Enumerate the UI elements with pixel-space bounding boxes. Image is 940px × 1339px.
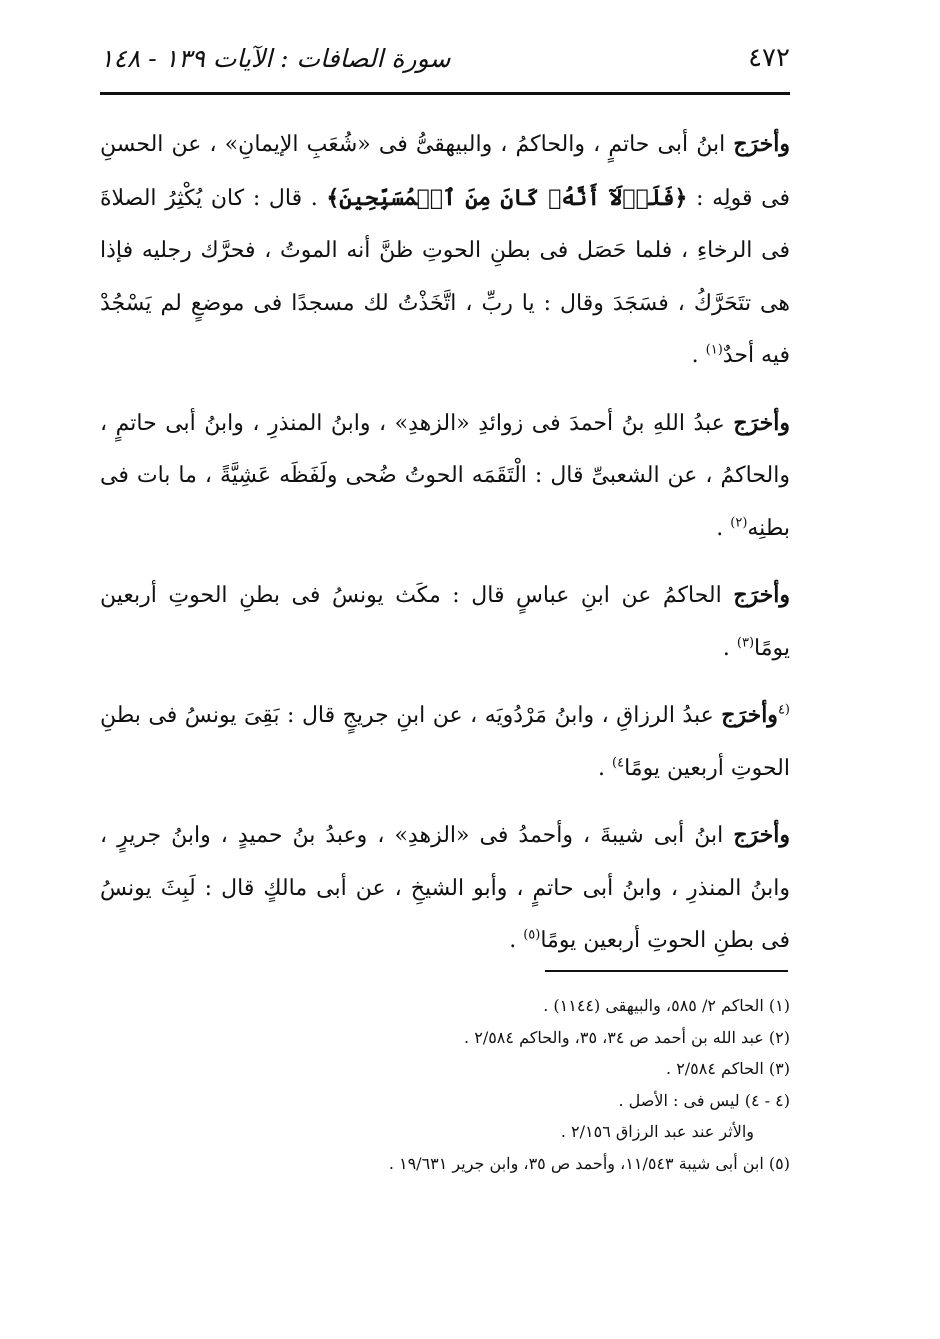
- running-header: [100, 38, 790, 78]
- paragraph-lead: وأخرَج: [733, 822, 790, 848]
- paragraph-text: عبدُ اللهِ بنُ أحمدَ فى زوائدِ «الزهدِ» ، وابنُ المنذرِ ، وابنُ أبى حاتمٍ ، والحاكمُ ، عن الشعبىِّ قال : الْتَقَمَه الحوتُ ضُحى ولَفَظَه عَشِيَّةً ، ما بات فى بطنِه: [100, 410, 790, 541]
- paragraph-text: الحاكمُ عن ابنِ عباسٍ قال : مكَث يونسُ فى بطنِ الحوتِ أربعين يومًا: [100, 583, 790, 661]
- paragraph-lead: وأخرَج: [733, 582, 790, 608]
- main-text: [100, 118, 790, 982]
- paragraph-lead: وأخرَج: [733, 409, 790, 436]
- paragraph-5: [100, 809, 790, 968]
- footnote-ref[interactable]: (١): [705, 342, 723, 358]
- footnote-ref[interactable]: (٢): [730, 515, 748, 531]
- page-number: ٤٧٢: [748, 43, 790, 73]
- footnote-divider: [545, 970, 788, 972]
- paragraph-text: ابنُ أبى شيبةَ ، وأحمدُ فى «الزهدِ» ، وعبدُ بنُ حميدٍ ، وابنُ جريرٍ ، وابنُ المنذرِ ، وابنُ أبى حاتمٍ ، وأبو الشيخِ ، عن أبى مالكٍ قال : لَبِثَ يونسُ فى بطنِ الحوتِ أربعين يومًا: [100, 823, 790, 953]
- footnote-3: (٣) الحاكم ٢/٥٨٤ .: [666, 1059, 790, 1078]
- paragraph-text: عبدُ الرزاقِ ، وابنُ مَرْدُويَه ، عن ابنِ جريجٍ قال : بَقِىَ يونسُ فى بطنِ الحوتِ أربعين يومًا: [100, 703, 790, 781]
- paragraph-2: [100, 397, 790, 556]
- paragraph-3: [100, 569, 790, 675]
- footnote-4-note: والأثر عند عبد الرزاق ٢/١٥٦ .: [560, 1122, 754, 1141]
- paragraph-1: [100, 118, 790, 383]
- paragraph-end: .: [722, 635, 737, 661]
- footnote-1: (١) الحاكم ٢/ ٥٨٥، والبيهقى (١١٤٤) .: [543, 996, 790, 1015]
- paragraph-end: .: [716, 515, 731, 541]
- footnote-ref-open[interactable]: (٤: [777, 702, 790, 718]
- paragraph-text: . قال : كان يُكْثِرُ الصلاةَ فى الرخاءِ ، فلما حَصَل فى بطنِ الحوتِ ظنَّ أنه الموتُ ، فحرَّك رجليه فإذا هى تتَحَرَّكُ ، فسَجَدَ وقال : يا ربِّ ، اتَّخَذْتُ لك مسجدًا فى موضعٍ لم يَسْجُدْ فيه أحدٌ: [100, 185, 790, 368]
- footnote-ref-close[interactable]: ٤): [612, 755, 625, 771]
- paragraph-lead: وأخرَج: [721, 702, 778, 728]
- quran-verse: ﴿فَلَوۡلَآ أَنَّهُۥ كَانَ مِنَ ٱلۡمُسَبِّحِينَ﴾: [326, 184, 688, 211]
- footnote-2: (٢) عبد الله بن أحمد ص ٣٤، ٣٥، والحاكم ٢/٥٨٤ .: [464, 1027, 790, 1047]
- paragraph-text: ابنُ أبى حاتمٍ ، والحاكمُ ، والبيهقىُّ فى «شُعَبِ الإيمانِ» ، عن الحسنِ فى قولِه :: [100, 132, 791, 211]
- surah-title: سورة الصافات : الآيات ١٣٩ - ١٤٨: [100, 43, 451, 73]
- paragraph-end: .: [691, 343, 706, 368]
- footnote-4: (٤ - ٤) ليس فى : الأصل .: [618, 1090, 790, 1110]
- paragraph-end: .: [598, 755, 613, 781]
- paragraph-lead: وأخرَج: [733, 131, 790, 157]
- paragraph-end: .: [509, 928, 524, 953]
- footnotes: [100, 990, 790, 1179]
- paragraph-4: [100, 689, 790, 795]
- footnote-ref[interactable]: (٣): [736, 635, 755, 651]
- header-divider: [100, 92, 790, 95]
- footnote-ref[interactable]: (٥): [523, 927, 541, 943]
- footnote-5: (٥) ابن أبى شيبة ١١/٥٤٣، وأحمد ص ٣٥، وابن جرير ١٩/٦٣١ .: [388, 1153, 790, 1173]
